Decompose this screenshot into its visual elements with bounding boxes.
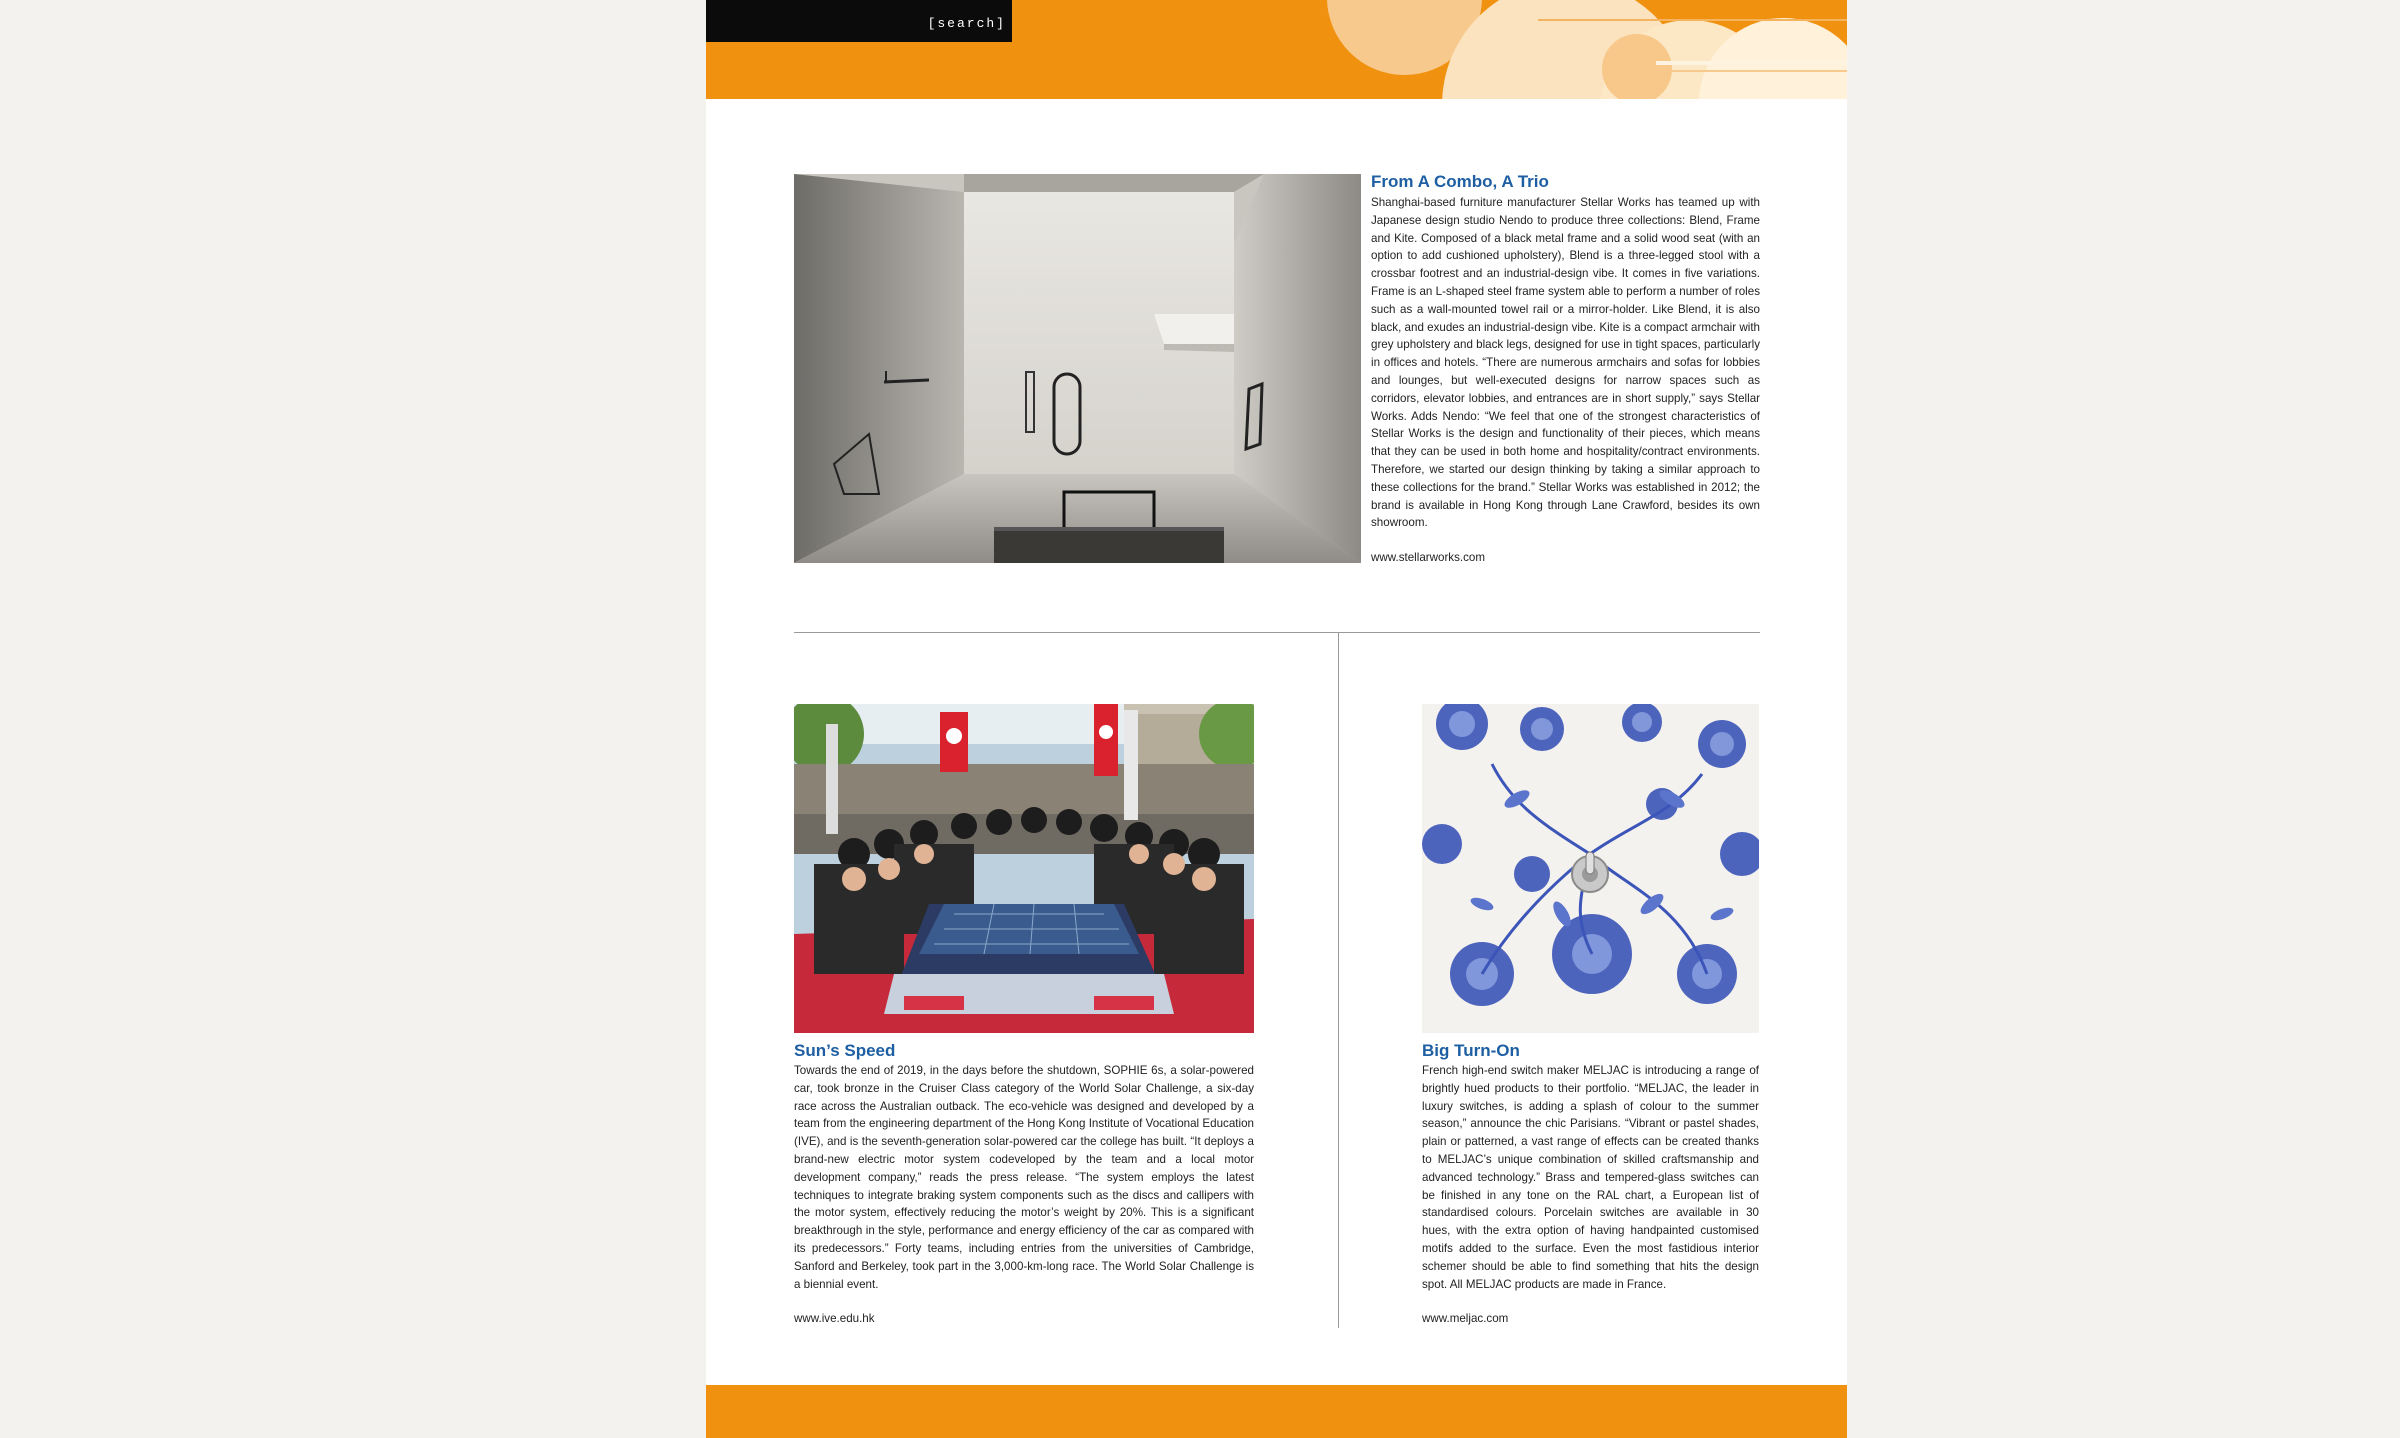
- decorative-circle: [1602, 34, 1672, 99]
- article-body: Shanghai-based furniture manufacturer Stellar Works has teamed up with Japanese design studio Nendo to produce three collections: Blend, Frame and Kite. Composed of a black metal frame and a solid wood seat (with an option to add cushioned upholstery), Blend is a three-legged stool with a crossbar footrest and an industrial-design vibe. It comes in five variations. Frame is an L-shaped steel frame system able to perform a number of roles such as a wall-mounted towel rail or a mirror-holder. Like Blend, it is also black, and exudes an industrial-design vibe. Kite is a compact armchair with grey upholstery and black legs, designed for use in tight spaces, particularly in offices and hotels. “There are numerous armchairs and sofas for lobbies and lounges, but well-executed designs for narrow spaces such as corridors, elevator lobbies, and entrances are in short supply,” says Stellar Works. Adds Nendo: “We feel that one of the strongest characteristics of Stellar Works is the design and functionality of their pieces, which means that they can be used in both home and hospitality/contract environments. Therefore, we started our design thinking by taking a similar approach to these collections for the brand.” Stellar Works was established in 2012; the brand is available in Hong Kong through Lane Crawford, besides its own showroom.: [1371, 196, 1760, 530]
- section-label: [search]: [927, 16, 1006, 31]
- solar-car-team-photo: [794, 704, 1254, 1033]
- article-url[interactable]: www.ive.edu.hk: [794, 1312, 875, 1325]
- section-tab: [706, 0, 1012, 42]
- article-title: From A Combo, A Trio: [1371, 172, 1549, 191]
- decorative-line: [1538, 19, 1847, 21]
- article-url[interactable]: www.meljac.com: [1422, 1312, 1509, 1325]
- article-url[interactable]: www.stellarworks.com: [1371, 551, 1486, 564]
- decorative-line: [1656, 70, 1847, 72]
- porcelain-switch-photo: [1422, 704, 1759, 1033]
- article-body: Towards the end of 2019, in the days before the shutdown, SOPHIE 6s, a solar-powered car, took bronze in the Cruiser Class category of the World Solar Challenge, a six-day race across the Australian outback. The eco-vehicle was designed and developed by a team from the engineering department of the Hong Kong Institute of Vocational Education (IVE), and is the seventh-generation solar-powered car the college has built. “It deploys a brand-new electric motor system codeveloped by the team and a local motor development company,” reads the press release. “The system employs the latest techniques to integrate braking system components such as the discs and callipers with the motor system, effectively reducing the motor’s weight by 20%. This is a significant breakthrough in the style, performance and energy efficiency of the car as compared with its predecessors.” Forty teams, including entries from the universities of Cambridge, Sanford and Berkeley, took part in the 3,000-km-long race. The World Solar Challenge is a biennial event.: [794, 1064, 1254, 1291]
- vertical-divider: [1338, 633, 1339, 1328]
- stellar-works-photo: [794, 174, 1361, 563]
- horizontal-divider: [794, 632, 1760, 633]
- magazine-page: [706, 0, 1847, 1438]
- article-title: Sun’s Speed: [794, 1041, 896, 1060]
- footer-band: [706, 1385, 1847, 1438]
- decorative-line: [1656, 61, 1847, 65]
- article-title: Big Turn-On: [1422, 1041, 1520, 1060]
- header-band: [706, 0, 1847, 99]
- article-body: French high-end switch maker MELJAC is introducing a range of brightly hued products to their portfolio. “MELJAC, the leader in luxury switches, is adding a splash of colour to the summer season,” announce the chic Parisians. “Vibrant or pastel shades, plain or patterned, a vast range of effects can be created thanks to MELJAC’s unique combination of skilled craftsmanship and advanced technology.” Brass and tempered-glass switches can be finished in any tone on the RAL chart, a European list of standardised colours. Porcelain switches are available in 30 hues, with the extra option of having handpainted customised motifs added to the surface. Even the most fastidious interior schemer should be able to find something that hits the design spot. All MELJAC products are made in France.: [1422, 1064, 1759, 1291]
